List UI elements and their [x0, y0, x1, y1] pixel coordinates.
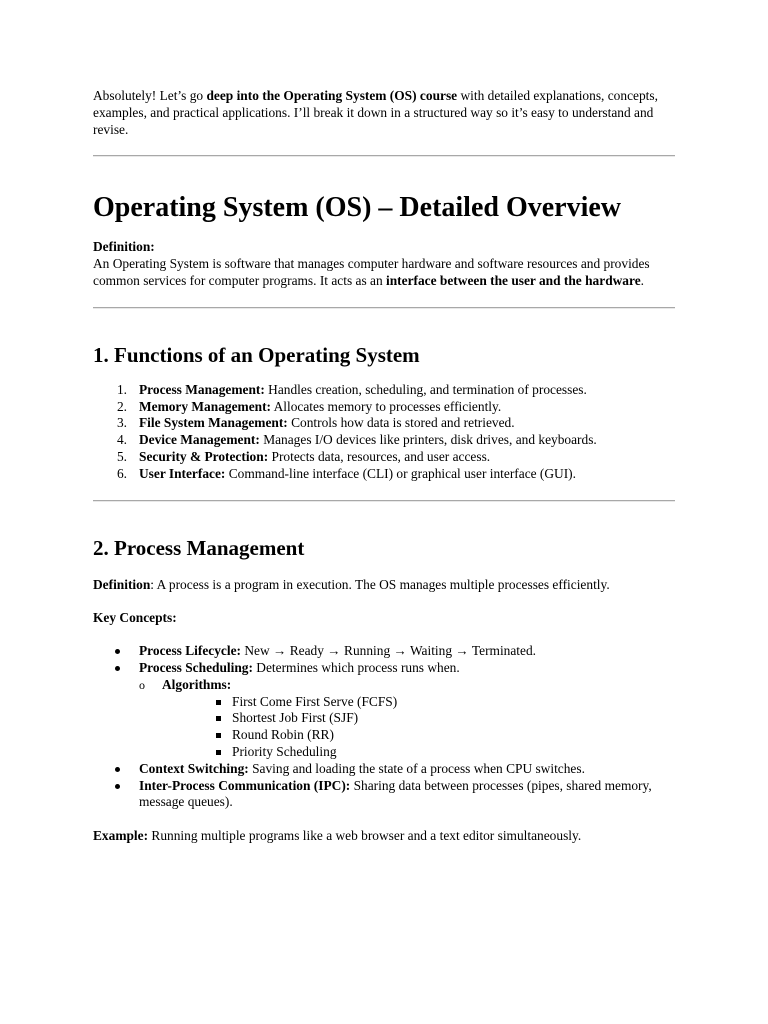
section-heading-process-management: 2. Process Management	[93, 535, 305, 560]
definition-end: .	[640, 272, 645, 288]
intro-paragraph	[93, 88, 675, 138]
scheduling-sublist	[139, 677, 675, 761]
page-title: Operating System (OS) – Detailed Overview	[93, 192, 622, 224]
item-label: File System Management:	[139, 415, 288, 431]
list-number: 2.	[116, 398, 127, 414]
bullet-icon	[115, 784, 120, 789]
item-text: Protects data, resources, and user access.	[268, 448, 491, 464]
example-paragraph	[93, 828, 675, 845]
list-number: 5.	[116, 448, 127, 464]
list-item	[93, 778, 675, 812]
intro-text: Absolutely! Let’s go	[93, 88, 207, 103]
item-text: Handles creation, scheduling, and termination of processes.	[264, 381, 587, 397]
intro-text-2: with detailed explanations, concepts, examples, and practical applications. I’ll break it down in a structured way so it’s easy to understand and revise.	[93, 88, 658, 137]
list-item	[93, 382, 675, 399]
square-bullet-icon	[216, 750, 221, 755]
list-number: 4.	[116, 432, 127, 448]
bullet-icon	[115, 649, 120, 654]
list-item	[93, 466, 675, 483]
key-concepts-list	[93, 643, 675, 811]
process-definition-label: Definition	[93, 576, 151, 592]
list-item	[139, 677, 675, 761]
list-item	[210, 744, 675, 761]
item-label: Process Management:	[139, 381, 265, 397]
item-label: Security & Protection:	[139, 448, 269, 464]
example-label: Example:	[93, 828, 149, 844]
divider	[93, 307, 675, 309]
list-item	[210, 694, 675, 711]
square-bullet-icon	[216, 716, 221, 721]
item-text: Controls how data is stored and retrieved.	[287, 415, 515, 431]
item-label: User Interface:	[139, 465, 226, 481]
square-bullet-icon	[216, 733, 221, 738]
bullet-icon	[115, 666, 120, 671]
item-text: New → Ready → Running → Waiting → Terminated.	[241, 643, 537, 659]
item-label: Inter-Process Communication (IPC):	[139, 777, 351, 793]
list-item	[210, 710, 675, 727]
definition-paragraph	[93, 256, 675, 290]
key-concepts-heading	[93, 610, 675, 627]
algorithm-name: Round Robin (RR)	[232, 727, 334, 743]
list-item	[93, 432, 675, 449]
divider	[93, 155, 675, 157]
list-number: 1.	[116, 381, 127, 397]
definition-text: An Operating System is software that manages computer hardware and software resources and provides common services for computer programs. It acts as an	[93, 256, 650, 288]
item-text: Manages I/O devices like printers, disk drives, and keyboards.	[259, 432, 597, 448]
item-text: Sharing data between processes (pipes, shared memory, message queues).	[139, 777, 652, 810]
list-number: 3.	[116, 415, 127, 431]
circle-bullet-icon: o	[139, 677, 145, 692]
section-heading-functions: 1. Functions of an Operating System	[93, 342, 420, 367]
item-label: Device Management:	[139, 432, 260, 448]
bullet-icon	[115, 767, 120, 772]
algorithms-list	[210, 694, 675, 761]
document-page	[93, 88, 675, 845]
list-item	[93, 415, 675, 432]
definition-bold: interface between the user and the hardware	[386, 272, 641, 288]
definition-label-text: Definition:	[93, 239, 155, 255]
list-item	[93, 399, 675, 416]
key-concepts-label: Key Concepts:	[93, 610, 177, 626]
list-item	[93, 449, 675, 466]
algorithm-name: Shortest Job First (SJF)	[232, 710, 359, 726]
intro-bold: deep into the Operating System (OS) course	[206, 88, 458, 103]
list-item	[93, 660, 675, 761]
item-label: Process Scheduling:	[139, 659, 253, 675]
algorithms-label: Algorithms:	[162, 676, 232, 692]
list-item	[93, 761, 675, 778]
item-text: Command-line interface (CLI) or graphical user interface (GUI).	[225, 465, 576, 481]
algorithm-name: Priority Scheduling	[232, 743, 337, 759]
square-bullet-icon	[216, 700, 221, 705]
process-definition	[93, 577, 675, 594]
divider	[93, 500, 675, 502]
item-text: Saving and loading the state of a process when CPU switches.	[248, 760, 585, 776]
item-text: Determines which process runs when.	[252, 659, 460, 675]
list-item	[210, 727, 675, 744]
algorithm-name: First Come First Serve (FCFS)	[232, 693, 398, 709]
list-number: 6.	[116, 465, 127, 481]
item-label: Memory Management:	[139, 398, 271, 414]
process-definition-text: : A process is a program in execution. The OS manages multiple processes efficiently.	[150, 576, 610, 592]
list-item	[93, 643, 675, 660]
example-text: Running multiple programs like a web browser and a text editor simultaneously.	[148, 828, 582, 844]
item-text: Allocates memory to processes efficiently.	[271, 398, 502, 414]
item-label: Context Switching:	[139, 760, 249, 776]
functions-list	[93, 382, 675, 483]
definition-label	[93, 239, 675, 256]
item-label: Process Lifecycle:	[139, 643, 241, 659]
